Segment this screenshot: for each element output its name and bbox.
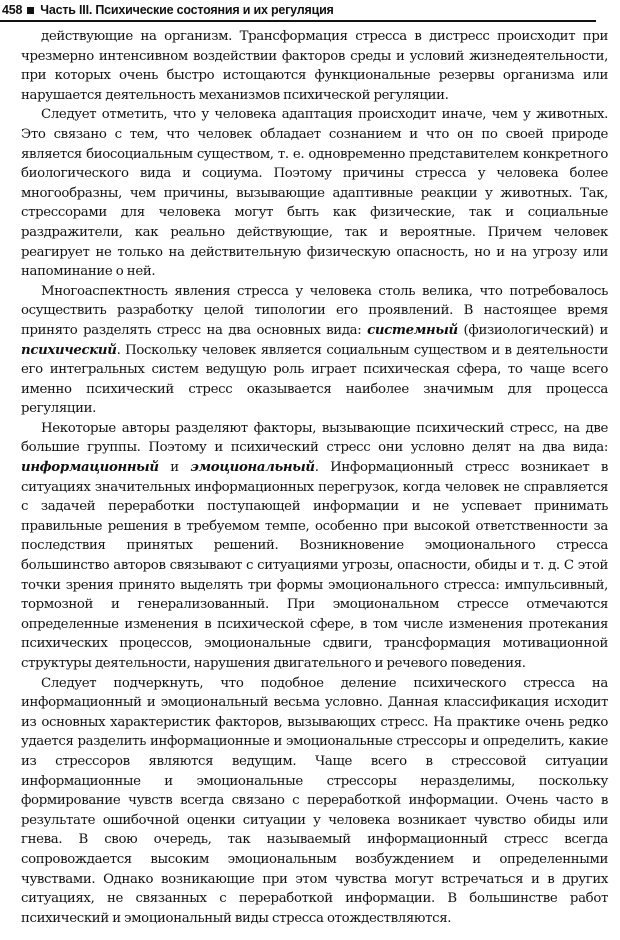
square-bullet-icon	[27, 7, 34, 14]
term-systemic: системный	[367, 322, 458, 338]
body-text	[21, 27, 608, 928]
term-emotional: эмоциональный	[190, 460, 315, 476]
term-psychic: психический	[21, 342, 117, 358]
paragraph: Следует отметить, что у человека адаптация происходит иначе, чем у животных. Это связано с тем, что человек обладает сознанием и что он по своей природе является биосоциальным существом, т. е. одновременно представителем конкретного биологического вида и социума. Поэтому причины стресса у человека более многообразны, чем причины, вызывающие адаптивные реакции у животных. Так, стрессорами для человека могут быть как физические, так и социальные раздражители, как реально действующие, так и вероятные. Причем человек реагирует не только на действительную физическую опасность, но и на угрозу или напоминание о ней.	[21, 107, 608, 280]
term-informational: информационный	[21, 460, 159, 476]
paragraph: Многоаспектность явления стресса у человека столь велика, что потребовалось осуществить разработку целой типологии его проявлений. В настоящее время принято разделять стресс на два основных вида: системный (физиологический) и психический. Поскольку человек является социальным существом и в деятельности его интегральных систем ведущую роль играет психическая сфера, то чаще всего именно психический стресс оказывается наиболее значимым для процесса регуляции.	[21, 283, 609, 417]
paragraph: действующие на организм. Трансформация стресса в дистресс происходит при чрезмерно интенсивном воздействии факторов среды и условий жизнедеятельности, при которых очень быстро истощаются функциональные резервы организма или нарушается деятельность механизмов психической регуляции.	[21, 29, 608, 103]
paragraph: Некоторые авторы разделяют факторы, вызывающие психический стресс, на две большие группы. Поэтому и психический стресс они условно делят на два вида: информационный и эмоциональный. Информационный стресс возникает в ситуациях значительных информационных перегрузок, когда человек не справляется с задачей переработки поступающей информации и не успевает принимать правильные решения в требуемом темпе, особенно при высокой ответственности за последствия принятых решений. Возникновение эмоционального стресса большинство авторов связывают с ситуациями угрозы, опасности, обиды и т. д. С этой точки зрения принято выделять три формы эмоционального стресса: импульсивный, тормозной и генерализованный. При эмоциональном стрессе отмечаются определенные изменения в психической сфере, в том числе изменения протекания психических процессов, эмоциональные сдвиги, трансформация мотивационной структуры деятельности, нарушения двигательного и речевого поведения.	[21, 420, 608, 671]
running-header	[0, 0, 596, 22]
paragraph: Следует подчеркнуть, что подобное деление психического стресса на информационный и эмоциональный весьма условно. Данная классификация исходит из основных характеристик факторов, вызывающих стресс. На практике очень редко удается разделить информационные и эмоциональные стрессоры и определить, какие из стрессоров являются ведущим. Чаще всего в стрессовой ситуации информационные и эмоциональные стрессоры неразделимы, поскольку формирование чувств всегда связано с переработкой информации. Очень часто в результате ошибочной оценки ситуации у человека возникает чувство обиды или гнева. В свою очередь, так называемый информационный стресс всегда сопровождается высоким эмоциональным возбуждением и определенными чувствами. Однако возникающие при этом чувства могут встречаться и в других ситуациях, не связанных с переработкой информации. В большинстве работ психический и эмоциональный виды стресса отождествляются.	[21, 675, 608, 926]
running-title: Часть III. Психические состояния и их регуляция	[40, 3, 334, 17]
page-number: 458	[2, 3, 23, 17]
